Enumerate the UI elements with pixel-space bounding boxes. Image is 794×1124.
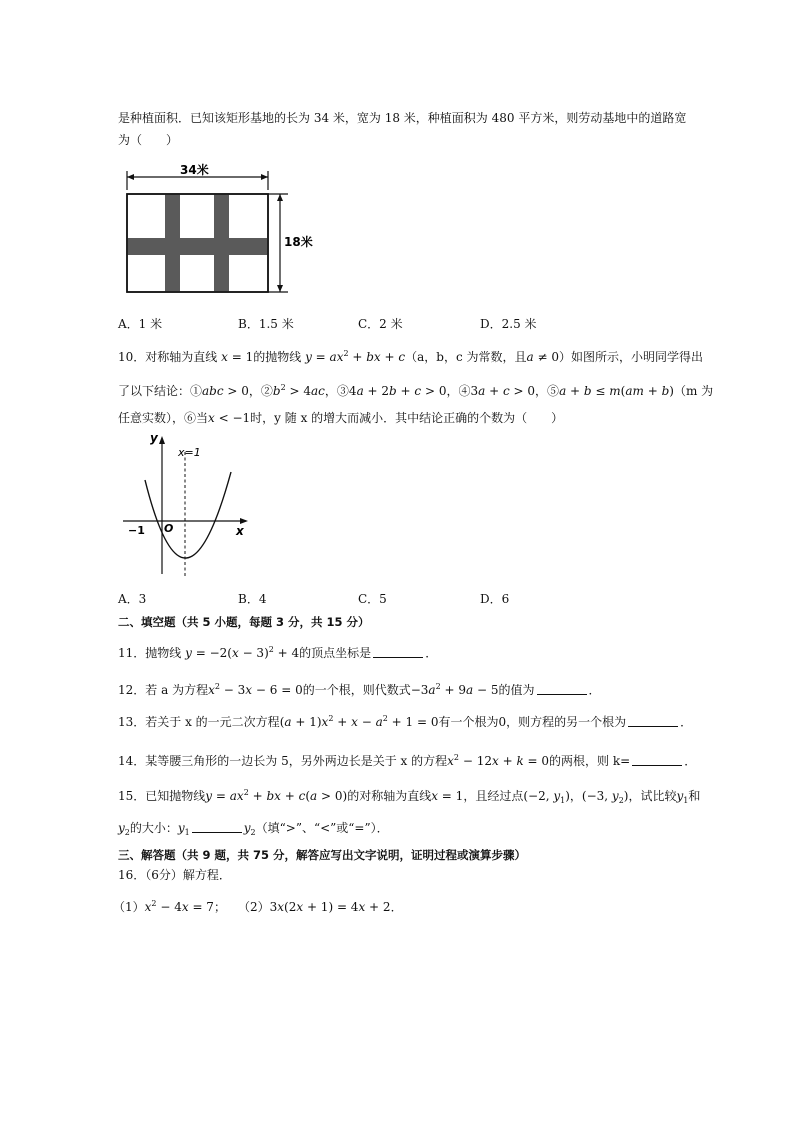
q10-line-3: 任意实数），⑥当x < −1时，y 随 x 的增大而减小．其中结论正确的个数为（ ） xyxy=(118,411,564,425)
question-16-parts: $(1)x^2 - 4x = 7$； （2）3x(2x + 1) = 4x + 2． xyxy=(113,899,403,914)
question-12: 12．若 a 为方程$x^2 - 3x - 6 = 0$的一个根，则代数式$-3a^2 + 9a - 5$的值为 ． xyxy=(118,682,601,697)
parabola-curve xyxy=(145,472,231,558)
parabola-graph xyxy=(118,430,258,580)
height-arrow-top xyxy=(277,194,283,201)
q9-option-c: C．2 米 xyxy=(358,317,403,331)
q10-line-1: 10．对称轴为直线 x = 1的抛物线 $y = ax^2$ + bx + c（a，b，c 为常数，且a ≠ 0）如图所示，小明同学得出 xyxy=(118,349,703,364)
question-13: 13．若关于 x 的一元二次方程$(a + 1)x^2 + x - a^2 + 1 = 0$有一个根为0，则方程的另一个根为 ． xyxy=(118,714,693,729)
width-arrow-left xyxy=(127,174,134,180)
intro-line-2: 为（ ） xyxy=(118,133,179,147)
x-label: x xyxy=(236,524,244,538)
question-14: 14．某等腰三角形的一边长为 5，另外两边长是关于 x 的方程$x^2 - 12x + k = 0$的两根，则 k= ． xyxy=(118,753,697,768)
neg-one-label: −1 xyxy=(128,524,145,537)
width-arrow-right xyxy=(261,174,268,180)
intro-line-1: 是种植面积．已知该矩形基地的长为 34 米，宽为 18 米，种植面积为 480 平方米，则劳动基地中的道路宽 xyxy=(118,111,687,125)
y-axis-arrow xyxy=(159,436,165,444)
q9-option-a: A．1 米 xyxy=(118,317,163,331)
height-label: 18米 xyxy=(284,235,313,249)
q10-option-d: D．6 xyxy=(480,592,510,606)
vertical-road-1 xyxy=(165,194,180,292)
road-diagram xyxy=(118,160,318,300)
y-label: y xyxy=(150,431,158,445)
question-15-line-2: $y_2$的大小：$y_1$ $y_2$（填“>”、“<”或“=”）． xyxy=(118,821,389,837)
height-arrow-bottom xyxy=(277,285,283,292)
q10-option-b: B．4 xyxy=(238,592,267,606)
question-15-line-1: 15．已知抛物线$y = ax^2$ + bx + c(a > 0)的对称轴为直线x = 1，且经过点(−2, $y_1$)，(−3, $y_2$)，试比较$y_1$和 xyxy=(118,788,701,805)
q10-option-c: C．5 xyxy=(358,592,387,606)
question-16-title: 16．（6分）解方程． xyxy=(118,868,231,882)
q10-line-2: 了以下结论：①abc > 0，$②b^2 > 4ac$，③4a + 2b + c > 0，④3a + c > 0，⑤a + b ≤ m(am + b)（m 为 xyxy=(118,383,714,398)
q9-option-b: B．1.5 米 xyxy=(238,317,294,331)
symmetry-axis-label: x=1 xyxy=(178,446,201,459)
vertical-road-2 xyxy=(214,194,229,292)
question-11: 11．抛物线 $y = -2(x - 3)^2 + 4$的顶点坐标是 ． xyxy=(118,645,438,660)
width-label: 34米 xyxy=(180,163,209,177)
origin-label: O xyxy=(164,522,174,535)
section-2-heading: 二、填空题（共 5 小题，每题 3 分，共 15 分） xyxy=(118,615,370,629)
horizontal-road xyxy=(127,238,268,255)
q10-option-a: A．3 xyxy=(118,592,147,606)
q9-option-d: D．2.5 米 xyxy=(480,317,537,331)
section-3-heading: 三、解答题（共 9 题，共 75 分，解答应写出文字说明，证明过程或演算步骤） xyxy=(118,848,527,862)
